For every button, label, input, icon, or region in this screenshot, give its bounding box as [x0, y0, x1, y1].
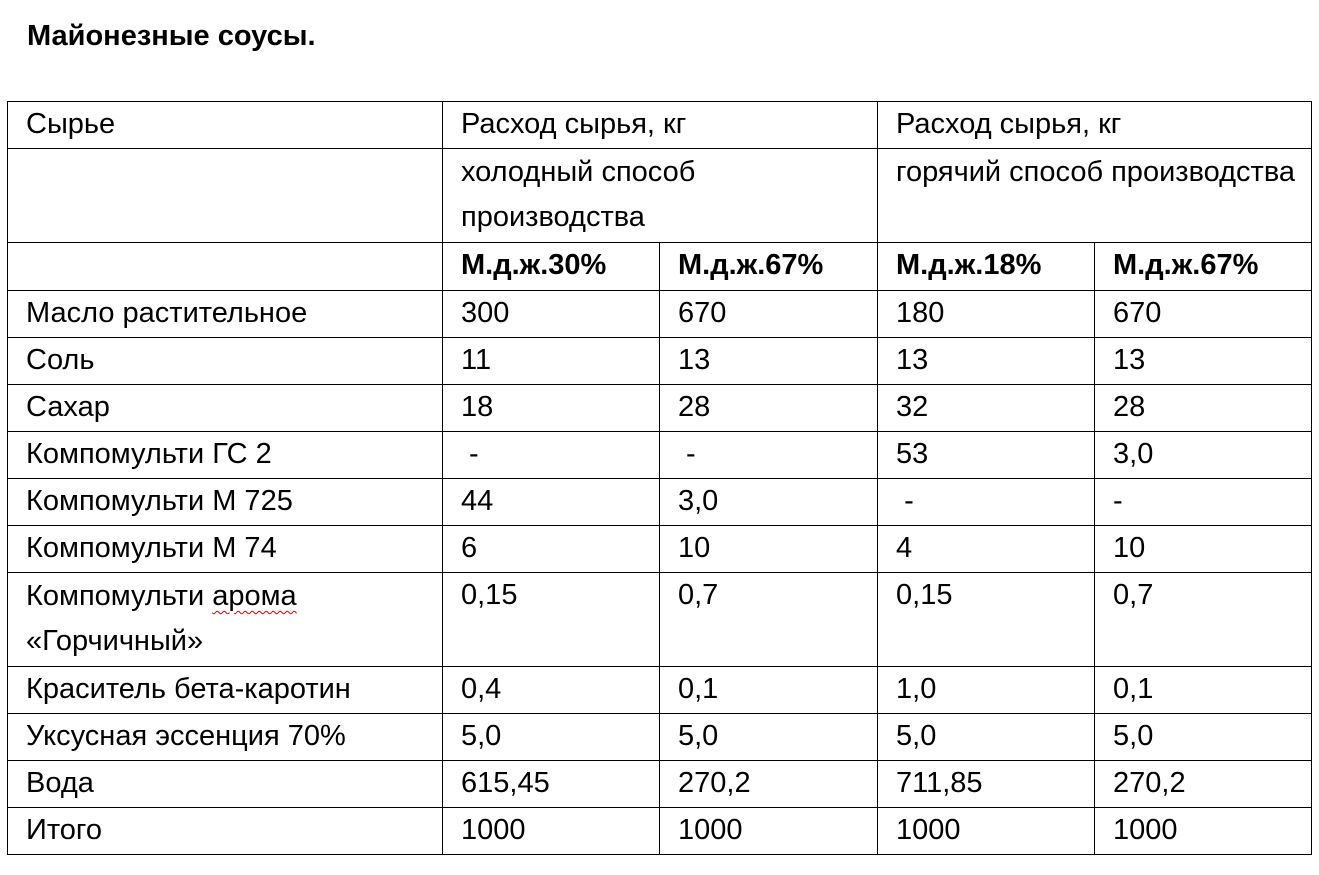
cell-value: 13 — [878, 338, 1095, 385]
row-name: Компомульти М 74 — [8, 526, 443, 573]
table-row — [8, 291, 1312, 338]
fat-level: М.д.ж.67% — [660, 243, 878, 291]
cell-value: 670 — [1095, 291, 1312, 338]
cell-value: 3,0 — [1095, 432, 1312, 479]
row-name: Масло растительное — [8, 291, 443, 338]
cell-value: 11 — [443, 338, 660, 385]
cell-value: 3,0 — [660, 479, 878, 526]
cell-value: - — [443, 432, 660, 479]
table-method-row — [8, 149, 1312, 243]
cell-value: 1000 — [878, 808, 1095, 855]
cell-value: 28 — [1095, 385, 1312, 432]
cell-value: 32 — [878, 385, 1095, 432]
cell-value: 270,2 — [1095, 761, 1312, 808]
cell-value: 1000 — [660, 808, 878, 855]
cell-value: 28 — [660, 385, 878, 432]
cell-value: 180 — [878, 291, 1095, 338]
cell-value: 5,0 — [443, 714, 660, 761]
table-fat-row — [8, 243, 1312, 291]
cell-value: 44 — [443, 479, 660, 526]
row-name-part: Компомульти — [26, 580, 213, 612]
cell-value: 1000 — [1095, 808, 1312, 855]
cell-value: 615,45 — [443, 761, 660, 808]
fat-level: М.д.ж.67% — [1095, 243, 1312, 291]
cell-value: 300 — [443, 291, 660, 338]
cell-value: 10 — [660, 526, 878, 573]
document-title: Майонезные соусы. — [27, 20, 316, 52]
cell-value: 6 — [443, 526, 660, 573]
table-row — [8, 338, 1312, 385]
cell-value: 10 — [1095, 526, 1312, 573]
header-consumption-cold: Расход сырья, кг — [443, 102, 878, 149]
row-name: Вода — [8, 761, 443, 808]
cell-value: 13 — [1095, 338, 1312, 385]
table-row — [8, 761, 1312, 808]
row-name: Сахар — [8, 385, 443, 432]
cell-value: 670 — [660, 291, 878, 338]
table-header-row — [8, 102, 1312, 149]
row-name: Уксусная эссенция 70% — [8, 714, 443, 761]
row-name — [8, 573, 443, 667]
row-name: Компомульти ГС 2 — [8, 432, 443, 479]
row-name: Компомульти М 725 — [8, 479, 443, 526]
cell-value: 270,2 — [660, 761, 878, 808]
cell-value: 1,0 — [878, 667, 1095, 714]
table-row — [8, 432, 1312, 479]
method-hot: горячий способ производства — [878, 149, 1312, 243]
table-row — [8, 808, 1312, 855]
cell-value: 1000 — [443, 808, 660, 855]
cell-value: - — [1095, 479, 1312, 526]
row-name-part: «Горчичный» — [26, 625, 204, 657]
cell-value: 4 — [878, 526, 1095, 573]
table-row — [8, 573, 1312, 667]
row-name: Соль — [8, 338, 443, 385]
cell-value: - — [878, 479, 1095, 526]
cell-value: 13 — [660, 338, 878, 385]
row-name: Краситель бета-каротин — [8, 667, 443, 714]
fat-level: М.д.ж.30% — [443, 243, 660, 291]
cell-value: 0,1 — [660, 667, 878, 714]
cell-value: 5,0 — [878, 714, 1095, 761]
cell-value: 0,7 — [660, 573, 878, 667]
header-raw-material: Сырье — [8, 102, 443, 149]
cell-value: 0,7 — [1095, 573, 1312, 667]
table-row — [8, 526, 1312, 573]
table-row — [8, 714, 1312, 761]
cell-value: 18 — [443, 385, 660, 432]
cell-value: 5,0 — [660, 714, 878, 761]
table-row — [8, 667, 1312, 714]
cell-value: 0,4 — [443, 667, 660, 714]
empty-cell — [8, 149, 443, 243]
spellcheck-word: арома — [212, 580, 297, 612]
cell-value: - — [660, 432, 878, 479]
cell-value: 711,85 — [878, 761, 1095, 808]
method-cold: холодный способ производства — [443, 149, 878, 243]
cell-value: 5,0 — [1095, 714, 1312, 761]
cell-value: 0,1 — [1095, 667, 1312, 714]
cell-value: 0,15 — [878, 573, 1095, 667]
empty-cell — [8, 243, 443, 291]
fat-level: М.д.ж.18% — [878, 243, 1095, 291]
table-row — [8, 385, 1312, 432]
row-name: Итого — [8, 808, 443, 855]
cell-value: 0,15 — [443, 573, 660, 667]
cell-value: 53 — [878, 432, 1095, 479]
table-row — [8, 479, 1312, 526]
recipe-table — [7, 101, 1312, 855]
header-consumption-hot: Расход сырья, кг — [878, 102, 1312, 149]
